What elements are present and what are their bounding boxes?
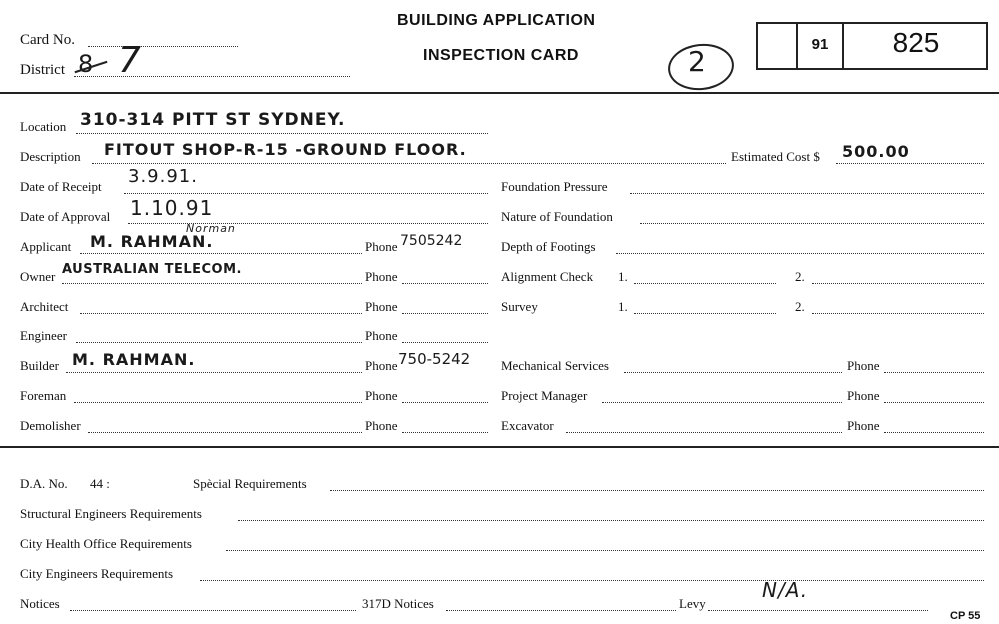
- description-value: FITOUT SHOP-R-15 -GROUND FLOOR.: [104, 140, 467, 159]
- estimated-cost-line[interactable]: [836, 163, 984, 164]
- foreman-phone-line[interactable]: [402, 402, 488, 403]
- estimated-cost-label: Estimated Cost $: [731, 149, 820, 164]
- project-manager-line[interactable]: [602, 402, 842, 403]
- foundation-pressure-line[interactable]: [630, 193, 984, 194]
- excavator-phone-line[interactable]: [884, 432, 984, 433]
- section-divider: [0, 446, 999, 448]
- notices-317d-line[interactable]: [446, 610, 676, 611]
- excavator-line[interactable]: [566, 432, 842, 433]
- special-requirements-line[interactable]: [330, 490, 984, 491]
- demolisher-phone-line[interactable]: [402, 432, 488, 433]
- form-title-line1: BUILDING APPLICATION: [397, 12, 596, 29]
- engineer-phone-label: Phone: [365, 328, 398, 343]
- applicant-phone: 7505242: [400, 233, 463, 249]
- district-line: [74, 76, 350, 77]
- survey-item1: 1.: [618, 299, 628, 314]
- card-number: 825: [892, 27, 940, 58]
- applicant-annotation: Norman: [186, 222, 236, 235]
- owner-label: Owner: [20, 269, 56, 284]
- health-requirements-label: City Health Office Requirements: [20, 536, 192, 551]
- card-no-label: Card No.: [20, 32, 75, 48]
- description-label: Description: [20, 149, 81, 164]
- date-of-receipt-value: 3.9.91.: [128, 166, 198, 187]
- engineer-phone-line[interactable]: [402, 342, 488, 343]
- date-of-receipt-line[interactable]: [124, 193, 488, 194]
- builder-phone: 750-5242: [398, 350, 471, 368]
- notices-label: Notices: [20, 596, 60, 611]
- alignment-check-item2: 2.: [795, 269, 805, 284]
- demolisher-label: Demolisher: [20, 418, 81, 433]
- project-manager-label: Project Manager: [501, 388, 588, 403]
- survey-line2[interactable]: [812, 313, 984, 314]
- date-of-approval-label: Date of Approval: [20, 209, 111, 224]
- form-title-line2: INSPECTION CARD: [423, 47, 579, 64]
- builder-line[interactable]: [66, 372, 362, 373]
- form-code: CP 55: [950, 610, 981, 622]
- builder-label: Builder: [20, 358, 59, 373]
- survey-line1[interactable]: [634, 313, 776, 314]
- alignment-check-line1[interactable]: [634, 283, 776, 284]
- levy-value: N/A.: [762, 578, 809, 602]
- survey-label: Survey: [501, 299, 538, 314]
- applicant-value: M. RAHMAN.: [90, 232, 214, 251]
- health-requirements-line[interactable]: [226, 550, 984, 551]
- structural-requirements-label: Structural Engineers Requirements: [20, 506, 202, 521]
- levy-label: Levy: [679, 596, 706, 611]
- owner-phone-line[interactable]: [402, 283, 488, 284]
- mechanical-services-phone-label: Phone: [847, 358, 880, 373]
- district-crossed-out-mark: 8: [78, 50, 95, 78]
- applicant-label: Applicant: [20, 239, 72, 254]
- foundation-pressure-label: Foundation Pressure: [501, 179, 608, 194]
- card-no-line: [88, 46, 238, 47]
- date-of-approval-line[interactable]: [128, 223, 488, 224]
- district-label: District: [20, 62, 65, 78]
- alignment-check-line2[interactable]: [812, 283, 984, 284]
- project-manager-phone-line[interactable]: [884, 402, 984, 403]
- foreman-phone-label: Phone: [365, 388, 398, 403]
- applicant-phone-label: Phone: [365, 239, 398, 254]
- owner-line[interactable]: [62, 283, 362, 284]
- location-line[interactable]: [76, 133, 488, 134]
- section-divider: [0, 92, 999, 94]
- demolisher-line[interactable]: [88, 432, 362, 433]
- foreman-line[interactable]: [74, 402, 362, 403]
- levy-line[interactable]: [708, 610, 928, 611]
- engineers-requirements-line[interactable]: [200, 580, 984, 581]
- alignment-check-item1: 1.: [618, 269, 628, 284]
- location-label: Location: [20, 119, 67, 134]
- depth-of-footings-label: Depth of Footings: [501, 239, 596, 254]
- foreman-label: Foreman: [20, 388, 67, 403]
- engineer-line[interactable]: [76, 342, 362, 343]
- notices-line[interactable]: [70, 610, 356, 611]
- special-requirements-label: Spècial Requirements: [193, 476, 307, 491]
- description-line[interactable]: [92, 163, 726, 164]
- survey-item2: 2.: [795, 299, 805, 314]
- location-value: 310-314 PITT ST SYDNEY.: [80, 110, 346, 130]
- owner-value: AUSTRALIAN TELECOM.: [62, 262, 242, 277]
- nature-of-foundation-label: Nature of Foundation: [501, 209, 613, 224]
- notices-317d-label: 317D Notices: [362, 596, 434, 611]
- demolisher-phone-label: Phone: [365, 418, 398, 433]
- applicant-line[interactable]: [80, 253, 362, 254]
- engineers-requirements-label: City Engineers Requirements: [20, 566, 174, 581]
- project-manager-phone-label: Phone: [847, 388, 880, 403]
- da-no-value: 44 :: [90, 476, 110, 491]
- circled-number: 2: [688, 45, 707, 78]
- mechanical-services-phone-line[interactable]: [884, 372, 984, 373]
- mechanical-services-label: Mechanical Services: [501, 358, 609, 373]
- architect-phone-label: Phone: [365, 299, 398, 314]
- engineer-label: Engineer: [20, 328, 67, 343]
- excavator-label: Excavator: [501, 418, 554, 433]
- mechanical-services-line[interactable]: [624, 372, 842, 373]
- architect-label: Architect: [20, 299, 69, 314]
- estimated-cost-value: 500.00: [842, 142, 910, 161]
- nature-of-foundation-line[interactable]: [640, 223, 984, 224]
- structural-requirements-line[interactable]: [238, 520, 984, 521]
- excavator-phone-label: Phone: [847, 418, 880, 433]
- architect-phone-line[interactable]: [402, 313, 488, 314]
- builder-value: M. RAHMAN.: [72, 350, 196, 369]
- architect-line[interactable]: [80, 313, 362, 314]
- depth-of-footings-line[interactable]: [616, 253, 984, 254]
- date-of-receipt-label: Date of Receipt: [20, 179, 102, 194]
- builder-phone-label: Phone: [365, 358, 398, 373]
- card-prefix-number: 91: [811, 36, 829, 53]
- district-value: 7: [118, 40, 142, 81]
- da-no-label: D.A. No.: [20, 476, 68, 491]
- alignment-check-label: Alignment Check: [501, 269, 594, 284]
- date-of-approval-value: 1.10.91: [130, 196, 214, 220]
- owner-phone-label: Phone: [365, 269, 398, 284]
